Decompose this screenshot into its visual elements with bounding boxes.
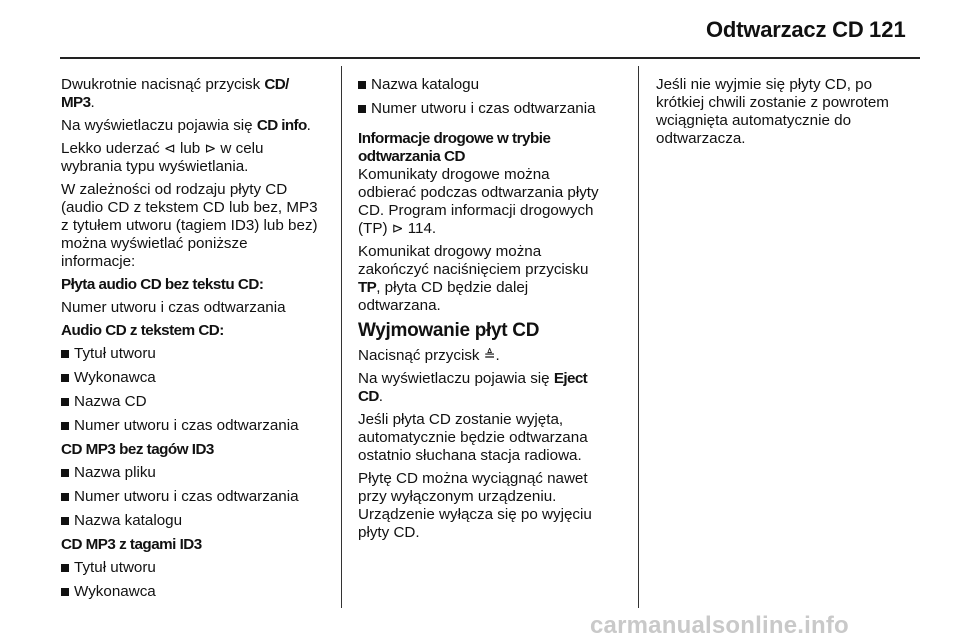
paragraph-eject-display: Na wyświetlaczu pojawia się Eject CD. <box>358 370 588 405</box>
column-3 <box>656 76 918 153</box>
page-header <box>0 0 960 60</box>
paragraph-press-eject: Nacisnąć przycisk ≜. <box>358 347 500 364</box>
bullet-square-icon <box>61 469 69 477</box>
list-item: Nazwa CD <box>61 393 331 411</box>
column-divider-2 <box>638 66 639 608</box>
list-item: Nazwa katalogu <box>61 512 331 530</box>
bullet-square-icon <box>61 493 69 501</box>
list-item: Numer utworu i czas odtwarzania <box>358 100 622 118</box>
paragraph-depending-on-cd: W zależności od rodzaju płyty CD (audio CD z tekstem CD lub bez, MP3 z tytułem utworu (tagiem ID3) lub bez) można wyświetlać poniższe informacje: <box>61 181 318 270</box>
list-item: Numer utworu i czas odtwarzania <box>61 417 331 435</box>
subheading-traffic-info: Informacje drogowe w trybie odtwarzania CD <box>358 130 551 165</box>
eject-icon: ≜ <box>483 348 496 364</box>
column-divider-1 <box>341 66 342 608</box>
right-arrow-icon: ⊳ <box>204 141 217 157</box>
paragraph-cd-info: Na wyświetlaczu pojawia się CD info. <box>61 117 311 134</box>
column-1 <box>61 76 331 607</box>
list-item: Tytuł utworu <box>61 345 331 363</box>
section-heading-eject: Wyjmowanie płyt CD <box>358 320 540 341</box>
paragraph-pull-cd: Płytę CD można wyciągnąć nawet przy wyłączonym urządzeniu. Urządzenie wyłącza się po wyjęciu płyty CD. <box>358 470 592 541</box>
page-title: Odtwarzacz CD <box>706 17 864 42</box>
button-name-cd-mp3: CD/ <box>264 76 289 93</box>
list-item: Nazwa katalogu <box>358 76 622 94</box>
display-text-cd-info: CD info <box>256 117 307 134</box>
subheading-audio-with-text: Audio CD z tekstem CD: <box>61 322 224 339</box>
subheading-audio-no-text: Płyta audio CD bez tekstu CD: <box>61 276 264 293</box>
page-reference-icon: ⊳ <box>391 221 404 237</box>
list-item: Nazwa pliku <box>61 464 331 482</box>
text-track-number-time: Numer utworu i czas odtwarzania <box>61 299 286 316</box>
watermark: carmanualsonline.info <box>590 612 849 639</box>
paragraph-tap-arrows: Lekko uderzać ⊲ lub ⊳ w celu wybrania typu wyświetlania. <box>61 140 264 175</box>
left-arrow-icon: ⊲ <box>164 141 176 157</box>
bullet-square-icon <box>61 350 69 358</box>
paragraph-auto-retract: Jeśli nie wyjmie się płyty CD, po krótkiej chwili zostanie z powrotem wciągnięta automatycznie do odtwarzacza. <box>656 76 889 147</box>
bullet-square-icon <box>358 105 366 113</box>
subheading-mp3-no-tags: CD MP3 bez tagów ID3 <box>61 441 214 458</box>
list-item: Numer utworu i czas odtwarzania <box>61 488 331 506</box>
page-number: 121 <box>869 17 906 42</box>
bullet-square-icon <box>61 374 69 382</box>
display-text-eject: Eject <box>553 370 588 387</box>
list-item: Wykonawca <box>61 583 331 601</box>
bullet-square-icon <box>61 517 69 525</box>
paragraph-press-cd: Dwukrotnie nacisnąć przycisk CD/ MP3. <box>61 76 289 111</box>
paragraph-cd-removed: Jeśli płyta CD zostanie wyjęta, automatycznie będzie odtwarzana ostatnio słuchana stacja radiowa. <box>358 411 588 464</box>
paragraph-traffic-messages: Komunikaty drogowe można odbierać podczas odtwarzania płyty CD. Program informacji drogowych (TP) ⊳ 114. <box>358 166 599 237</box>
bullet-square-icon <box>61 588 69 596</box>
bullet-square-icon <box>61 564 69 572</box>
bullet-square-icon <box>61 422 69 430</box>
button-name-tp: TP <box>358 279 377 296</box>
list-item: Tytuł utworu <box>61 559 331 577</box>
list-item: Wykonawca <box>61 369 331 387</box>
header-rule <box>60 57 920 59</box>
bullet-square-icon <box>358 81 366 89</box>
bullet-square-icon <box>61 398 69 406</box>
paragraph-end-traffic: Komunikat drogowy można zakończyć naciśnięciem przycisku TP, płyta CD będzie dalej odtwarzana. <box>358 243 589 314</box>
subheading-mp3-tags: CD MP3 z tagami ID3 <box>61 536 202 553</box>
column-2 <box>358 76 622 547</box>
